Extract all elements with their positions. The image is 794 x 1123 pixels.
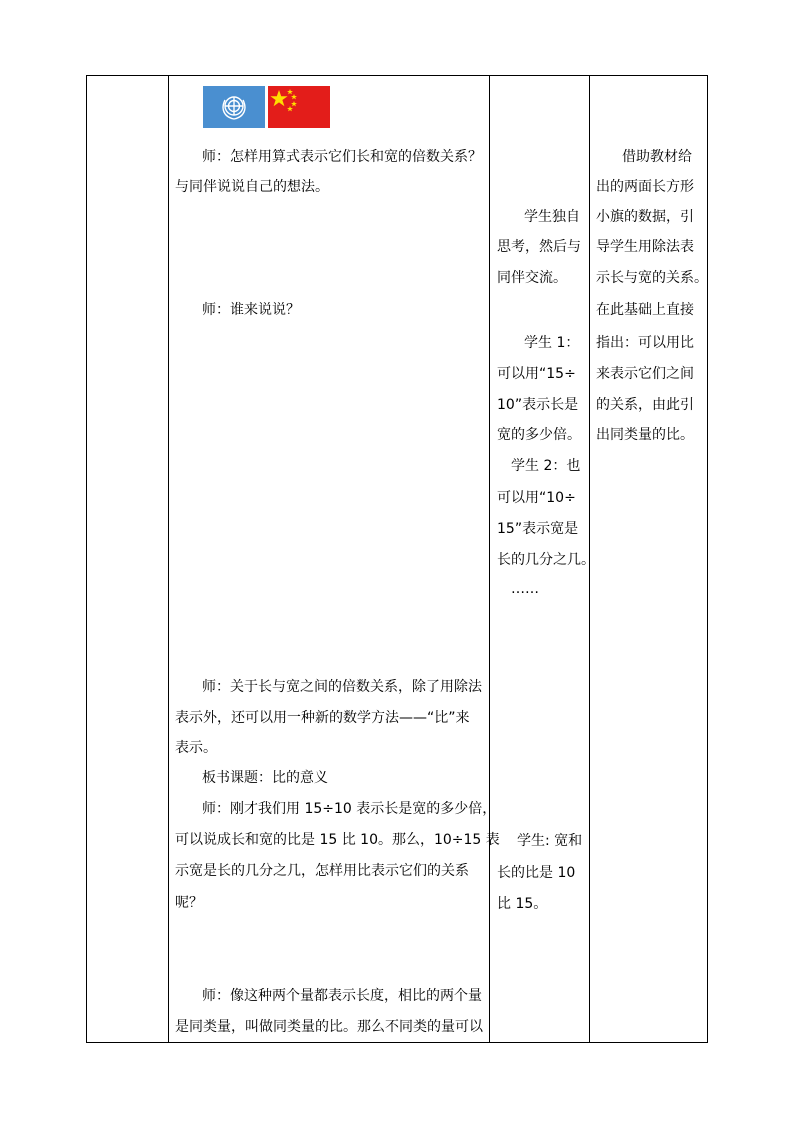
design-intent-line-10: 出同类量的比。 <box>596 427 694 443</box>
teacher-question-1-line-2: 与同伴说说自己的想法。 <box>175 179 329 195</box>
student-2-answer-line-3: 15”表示宽是 <box>497 521 579 537</box>
student-1-answer-line-2: 可以用“15÷ <box>497 366 576 382</box>
teacher-paragraph-5-line-1: 师：像这种两个量都表示长度，相比的两个量 <box>202 988 482 1004</box>
teacher-paragraph-4-line-2: 可以说成长和宽的比是 15 比 10。那么，10÷15 表 <box>175 832 500 848</box>
design-intent-line-1: 借助教材给 <box>622 149 692 165</box>
student-activity-line-3: 同伴交流。 <box>497 270 567 286</box>
student-1-answer-line-1: 学生 1： <box>524 335 580 351</box>
student-2-answer-line-2: 可以用“10÷ <box>497 490 576 506</box>
student-ellipsis: …… <box>511 581 539 597</box>
student-answer-ratio-line-1: 学生: 宽和 <box>517 833 583 849</box>
table-top-border <box>86 75 708 76</box>
design-intent-line-8: 来表示它们之间 <box>596 366 694 382</box>
student-2-answer-line-4: 长的几分之几。 <box>497 552 595 568</box>
teacher-paragraph-3-line-3: 表示。 <box>175 740 217 756</box>
teacher-paragraph-4-line-4: 呢？ <box>175 895 203 911</box>
table-right-border <box>707 75 708 1043</box>
teacher-paragraph-4-line-3: 示宽是长的几分之几，怎样用比表示它们的关系 <box>175 863 469 879</box>
board-writing-title: 板书课题：比的意义 <box>202 770 328 786</box>
design-intent-line-5: 示长与宽的关系。 <box>596 270 708 286</box>
china-flag-icon <box>268 86 330 128</box>
teacher-paragraph-5-line-2: 是同类量，叫做同类量的比。那么不同类的量可以 <box>175 1019 483 1035</box>
table-bottom-border <box>86 1042 708 1043</box>
design-intent-line-6: 在此基础上直接 <box>596 302 694 318</box>
column-divider-2 <box>489 75 490 1043</box>
teacher-paragraph-4-line-1: 师：刚才我们用 15÷10 表示长是宽的多少倍， <box>202 801 497 817</box>
design-intent-line-2: 出的两面长方形 <box>596 179 694 195</box>
student-2-answer-line-1: 学生 2：也 <box>511 458 581 474</box>
design-intent-line-4: 导学生用除法表 <box>596 239 694 255</box>
design-intent-line-3: 小旗的数据，引 <box>596 209 694 225</box>
design-intent-line-7: 指出：可以用比 <box>596 335 694 351</box>
student-activity-line-1: 学生独自 <box>524 209 580 225</box>
student-answer-ratio-line-3: 比 15。 <box>497 896 548 912</box>
column-divider-1 <box>168 75 169 1043</box>
teacher-paragraph-3-line-1: 师：关于长与宽之间的倍数关系，除了用除法 <box>202 679 482 695</box>
teacher-question-2: 师：谁来说说？ <box>202 302 300 318</box>
student-1-answer-line-3: 10”表示长是 <box>497 397 579 413</box>
teacher-paragraph-3-line-2: 表示外，还可以用一种新的数学方法——“比”来 <box>175 710 470 726</box>
student-1-answer-line-4: 宽的多少倍。 <box>497 427 581 443</box>
table-left-border <box>86 75 87 1043</box>
student-activity-line-2: 思考，然后与 <box>497 239 581 255</box>
un-flag-icon <box>203 86 265 128</box>
teacher-question-1-line-1: 师：怎样用算式表示它们长和宽的倍数关系？ <box>202 149 482 165</box>
student-answer-ratio-line-2: 长的比是 10 <box>497 865 576 881</box>
design-intent-line-9: 的关系，由此引 <box>596 397 694 413</box>
